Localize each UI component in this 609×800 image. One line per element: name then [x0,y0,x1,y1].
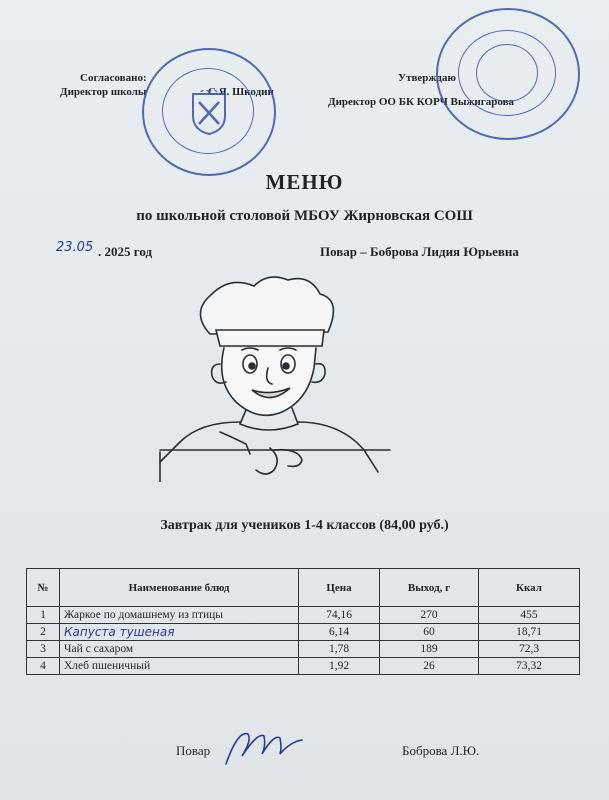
dish-price: 1,78 [299,641,380,658]
row-number: 4 [27,658,60,675]
table-row [27,624,580,641]
subtitle: по школьной столовой МБОУ Жирновская СОШ [136,208,473,224]
dish-price: 74,16 [299,607,380,624]
dish-name: Капуста тушеная [60,624,299,641]
signature [218,720,308,770]
oo-director-label: Директор ОО БК КОРЧ Выжигарова [328,96,515,108]
row-number: 2 [27,624,60,641]
col-price: Цена [299,569,380,607]
dish-kcal: 455 [479,607,580,624]
chef-illustration [150,272,400,482]
row-number: 3 [27,641,60,658]
dish-name: Хлеб пшеничный [60,658,299,675]
dish-price: 1,92 [299,658,380,675]
dish-yield: 60 [380,624,479,641]
school-stamp [142,48,276,176]
table-row [27,641,580,658]
col-dish: Наименование блюд [60,569,299,607]
table-header-row [27,569,580,607]
dish-yield: 270 [380,607,479,624]
row-number: 1 [27,607,60,624]
dish-name: Чай с сахаром [60,641,299,658]
school-director-name: С.Я. Шкодин [208,86,274,98]
dish-kcal: 72,3 [479,641,580,658]
dish-price: 6,14 [299,624,380,641]
table-row [27,658,580,675]
coat-of-arms-icon [189,90,229,136]
dish-yield: 26 [380,658,479,675]
organization-stamp [436,8,580,140]
menu-table [26,568,580,675]
date-handwritten: 23.05 [56,240,94,255]
dish-kcal: 18,71 [479,624,580,641]
footer-cook-name: Боброва Л.Ю. [402,743,480,758]
cook-line: Повар – Боброва Лидия Юрьевна [320,244,519,259]
dish-name: Жаркое по домашнему из птицы [60,607,299,624]
page-title: МЕНЮ [265,170,344,194]
col-number: № [27,569,60,607]
dish-yield: 189 [380,641,479,658]
footer-cook-label: Повар [176,743,211,758]
col-yield: Выход, г [380,569,479,607]
dish-kcal: 73,32 [479,658,580,675]
approve-label: Утверждаю [398,72,456,84]
table-row [27,607,580,624]
date-year: . 2025 год [98,244,153,259]
school-director-label: Директор школы [60,86,147,98]
col-kcal: Ккал [479,569,580,607]
approval-label: Согласовано: [80,72,147,84]
meal-title: Завтрак для учеников 1-4 классов (84,00 руб.) [160,518,449,533]
